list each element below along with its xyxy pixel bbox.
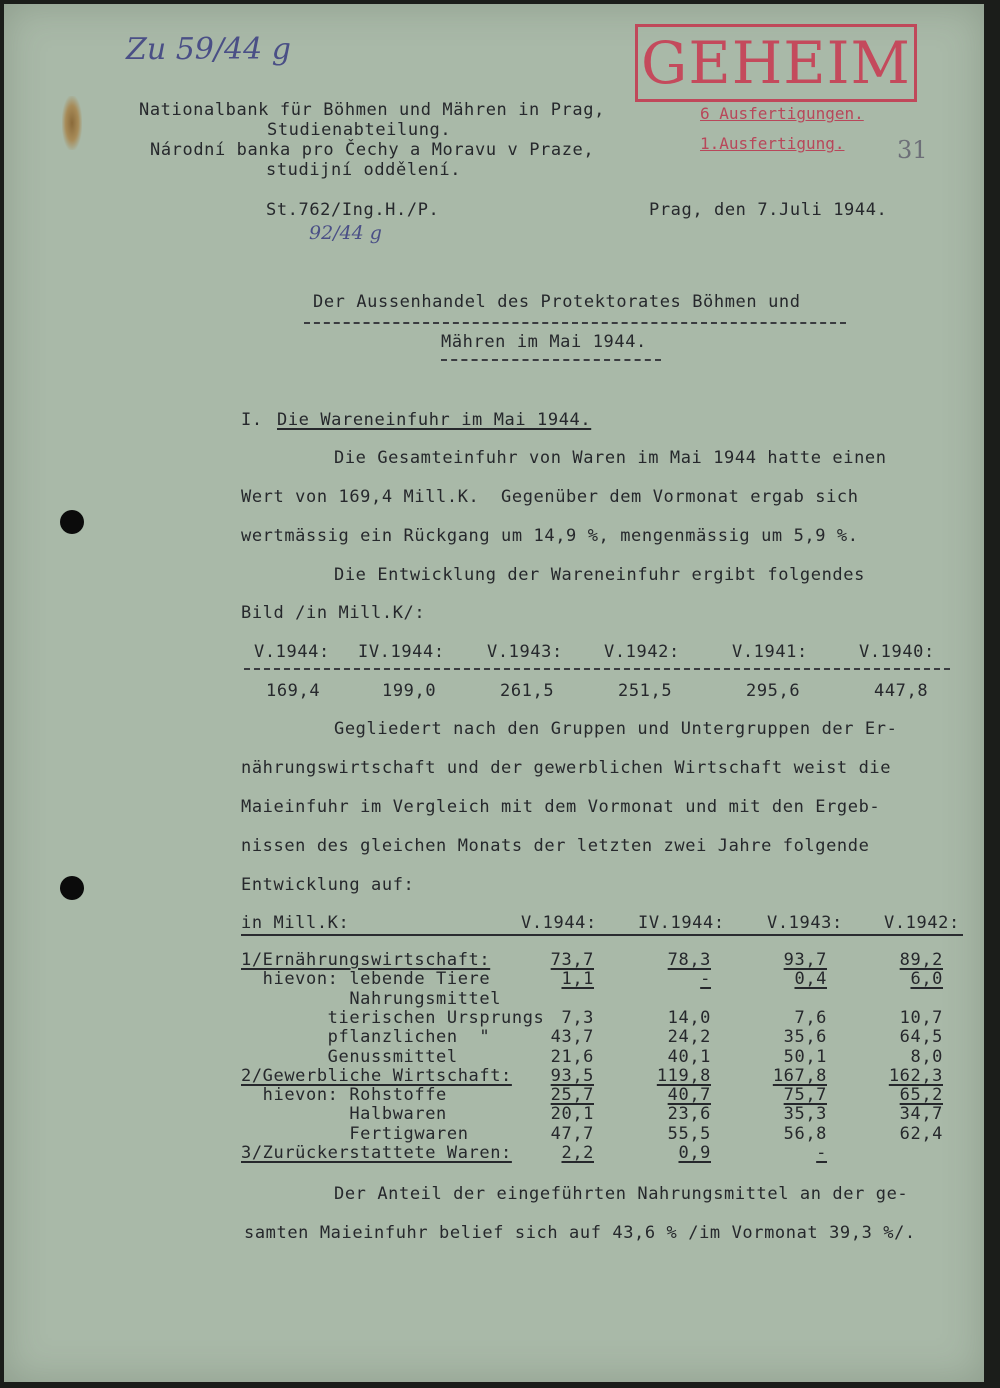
table-header-cell: V.1941: xyxy=(732,642,808,662)
table-cell: 251,5 xyxy=(618,681,673,701)
copies-count: 6 Ausfertigungen. xyxy=(700,104,864,123)
secret-stamp xyxy=(635,24,917,102)
table-cell: 55,5 xyxy=(667,1123,711,1144)
reference-number: St.762/Ing.H./P. xyxy=(266,200,440,220)
letterhead-line: Národní banka pro Čechy a Moravu v Praze, xyxy=(150,140,595,160)
row-label: Genussmittel xyxy=(241,1046,458,1067)
table-cell: 65,2 xyxy=(899,1085,943,1106)
table-cell: 119,8 xyxy=(656,1065,711,1086)
letterhead-line: studijní oddělení. xyxy=(266,160,462,180)
paragraph-line: nissen des gleichen Monats der letzten zwei Jahre folgende xyxy=(241,836,870,856)
table-header-cell: V.1943: xyxy=(487,642,563,662)
paragraph-line: Wert von 169,4 Mill.K. Gegenüber dem Vormonat ergab sich xyxy=(241,487,859,507)
row-label: 1/Ernährungswirtschaft: xyxy=(241,950,491,970)
table-cell: 40,7 xyxy=(667,1085,711,1106)
document-title: Mähren im Mai 1944. xyxy=(441,332,647,352)
table-cell: 43,7 xyxy=(550,1027,594,1048)
table-cell: 0,9 xyxy=(678,1143,711,1163)
table-cell: 64,5 xyxy=(899,1027,943,1048)
table-cell: 0,4 xyxy=(794,969,827,990)
row-label: tierischen Ursprungs xyxy=(241,1007,545,1028)
section-number: I. xyxy=(241,410,263,430)
row-label: hievon: lebende Tiere xyxy=(241,969,491,990)
paragraph-line: Entwicklung auf: xyxy=(241,875,415,895)
date-line: Prag, den 7.Juli 1944. xyxy=(649,200,888,220)
table-cell: 10,7 xyxy=(899,1007,943,1028)
row-label: Nahrungsmittel xyxy=(241,988,502,1009)
paragraph-line: Die Entwicklung der Wareneinfuhr ergibt folgendes xyxy=(334,565,865,585)
table-cell: 167,8 xyxy=(772,1065,827,1086)
table-cell: 93,7 xyxy=(783,950,827,970)
table-cell: 89,2 xyxy=(899,950,943,970)
paragraph-line: Gegliedert nach den Gruppen und Untergruppen der Er- xyxy=(334,719,898,739)
page-number: 31 xyxy=(897,136,928,164)
table-cell: 23,6 xyxy=(667,1104,711,1125)
paragraph-line: Die Gesamteinfuhr von Waren im Mai 1944 hatte einen xyxy=(334,448,887,468)
table-row xyxy=(4,1008,984,1028)
table-cell: 7,6 xyxy=(794,1007,827,1028)
table-row xyxy=(4,969,984,989)
table-row xyxy=(4,1124,984,1144)
table-cell: 73,7 xyxy=(550,950,594,970)
table-cell: 295,6 xyxy=(746,681,801,701)
table-cell: 21,6 xyxy=(550,1046,594,1067)
table-row xyxy=(4,1143,984,1163)
table-row xyxy=(4,1104,984,1124)
handwritten-number: 92/44 g xyxy=(309,222,382,244)
table-row xyxy=(4,950,984,970)
table-cell: 14,0 xyxy=(667,1007,711,1028)
table-header-cell: in Mill.K: xyxy=(241,913,350,933)
table-cell: 47,7 xyxy=(550,1123,594,1144)
table-header-cell: V.1940: xyxy=(859,642,935,662)
table-cell: 62,4 xyxy=(899,1123,943,1144)
row-label: Halbwaren xyxy=(241,1104,447,1125)
table-cell: 7,3 xyxy=(561,1007,594,1028)
title-underline xyxy=(441,359,661,361)
table-cell: 34,7 xyxy=(899,1104,943,1125)
table-row xyxy=(4,1066,984,1086)
table-rule xyxy=(244,668,950,670)
table-cell: 6,0 xyxy=(910,969,943,990)
handwritten-reference: Zu 59/44 g xyxy=(126,32,291,67)
letterhead-line: Nationalbank für Böhmen und Mähren in Prag, xyxy=(139,100,605,120)
rust-stain xyxy=(62,96,82,150)
table-cell: 56,8 xyxy=(783,1123,827,1144)
table-row xyxy=(4,989,984,1009)
table-cell: 25,7 xyxy=(550,1085,594,1106)
paragraph-line: Bild /in Mill.K/: xyxy=(241,603,426,623)
table-cell: 169,4 xyxy=(266,681,321,701)
table-row xyxy=(4,1085,984,1105)
copy-number: 1.Ausfertigung. xyxy=(700,134,845,153)
table-header-cell: V.1943: xyxy=(767,913,843,933)
paragraph-line: wertmässig ein Rückgang um 14,9 %, mengenmässig um 5,9 %. xyxy=(241,526,859,546)
table-cell: 35,6 xyxy=(783,1027,827,1048)
table-header-cell: IV.1944: xyxy=(638,913,725,933)
table-header-cell: V.1944: xyxy=(254,642,330,662)
table-cell: 78,3 xyxy=(667,950,711,970)
table-cell: 20,1 xyxy=(550,1104,594,1125)
row-label: hievon: Rohstoffe xyxy=(241,1085,447,1106)
title-underline xyxy=(304,322,846,324)
paragraph-line: Maieinfuhr im Vergleich mit dem Vormonat und mit den Ergeb- xyxy=(241,797,881,817)
table-row xyxy=(4,1047,984,1067)
stamp-text: GEHEIM xyxy=(641,29,911,97)
paragraph-line: Der Anteil der eingeführten Nahrungsmittel an der ge- xyxy=(334,1184,909,1204)
table-cell: 2,2 xyxy=(561,1143,594,1163)
table-cell: 199,0 xyxy=(382,681,437,701)
table-body xyxy=(4,950,984,1220)
row-label: 2/Gewerbliche Wirtschaft: xyxy=(241,1065,512,1086)
punch-hole xyxy=(60,876,84,900)
table-header-cell: V.1942: xyxy=(604,642,680,662)
table-row xyxy=(4,1027,984,1047)
letterhead-line: Studienabteilung. xyxy=(267,120,452,140)
row-label: 3/Zurückerstattete Waren: xyxy=(241,1143,512,1163)
punch-hole xyxy=(60,510,84,534)
table-cell: 40,1 xyxy=(667,1046,711,1067)
table-cell: 8,0 xyxy=(910,1046,943,1067)
table-cell: 1,1 xyxy=(561,969,594,990)
table-cell: 261,5 xyxy=(500,681,555,701)
table-cell: 447,8 xyxy=(874,681,929,701)
table-rule xyxy=(241,934,963,936)
table-cell: 162,3 xyxy=(888,1065,943,1086)
table-cell: - xyxy=(700,969,711,990)
document-sheet xyxy=(4,4,984,1382)
table-cell: 24,2 xyxy=(667,1027,711,1048)
table-cell: 35,3 xyxy=(783,1104,827,1125)
table-header-cell: V.1942: xyxy=(884,913,960,933)
table-cell: 75,7 xyxy=(783,1085,827,1106)
table-header-cell: IV.1944: xyxy=(358,642,445,662)
table-cell: - xyxy=(816,1143,827,1163)
table-cell: 93,5 xyxy=(550,1065,594,1086)
section-heading: Die Wareneinfuhr im Mai 1944. xyxy=(277,410,592,430)
table-cell: 50,1 xyxy=(783,1046,827,1067)
table-header-cell: V.1944: xyxy=(521,913,597,933)
row-label: pflanzlichen " xyxy=(241,1027,491,1048)
paragraph-line: samten Maieinfuhr belief sich auf 43,6 % /im Vormonat 39,3 %/. xyxy=(244,1223,916,1243)
row-label: Fertigwaren xyxy=(241,1123,469,1144)
document-title: Der Aussenhandel des Protektorates Böhmen und xyxy=(313,292,801,312)
paragraph-line: nährungswirtschaft und der gewerblichen Wirtschaft weist die xyxy=(241,758,892,778)
